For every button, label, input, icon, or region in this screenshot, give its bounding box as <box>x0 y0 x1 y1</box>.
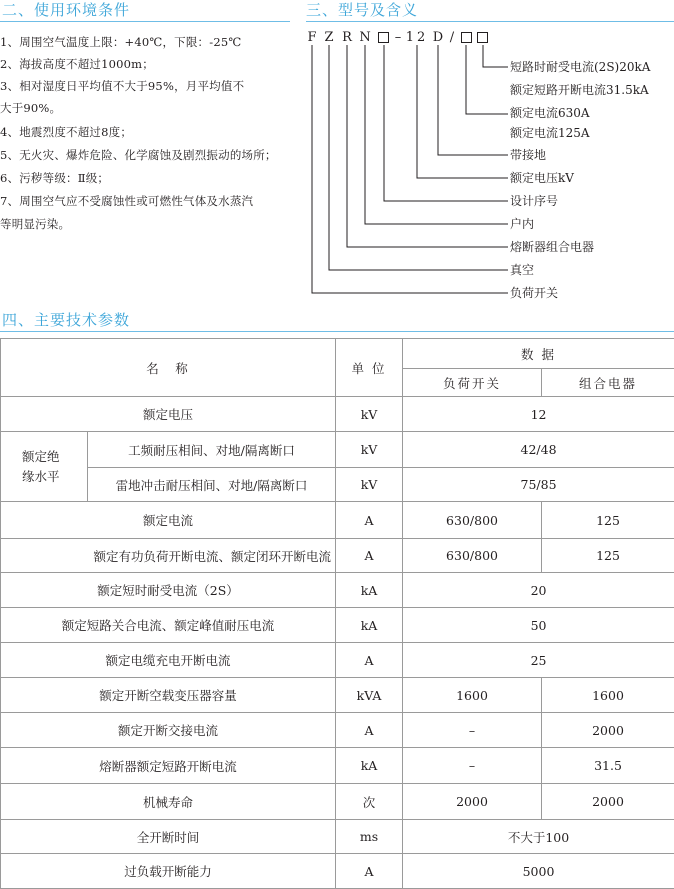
param-unit: kV <box>336 432 403 468</box>
model-code-letter: D <box>432 30 444 46</box>
param-value-combo: 1600 <box>542 678 674 713</box>
table-row <box>1 539 674 573</box>
param-name: 额定短时耐受电流（2S） <box>1 573 336 608</box>
model-code-letter: R <box>341 30 353 46</box>
table-row <box>1 468 674 502</box>
table-row <box>1 820 674 854</box>
legend-line <box>347 45 508 247</box>
legend-line <box>365 45 508 224</box>
param-unit: kA <box>336 573 403 608</box>
param-value-load-switch: 2000 <box>403 784 542 820</box>
section-underline <box>0 331 674 332</box>
model-label: 额定电压kV <box>510 170 574 186</box>
model-label: 负荷开关 <box>510 285 558 301</box>
param-value: 5000 <box>403 854 674 889</box>
table-row <box>1 678 674 713</box>
group-insulation-level <box>1 432 88 502</box>
param-unit: kA <box>336 608 403 643</box>
param-unit: kV <box>336 397 403 432</box>
param-unit: A <box>336 643 403 678</box>
param-value-combo: 125 <box>542 502 674 539</box>
legend-line <box>466 45 508 114</box>
param-name: 过负载开断能力 <box>1 854 336 889</box>
param-value: 12 <box>403 397 674 432</box>
table-row <box>1 748 674 784</box>
model-label: 真空 <box>510 262 534 278</box>
model-code-letter: F <box>306 30 318 46</box>
section-title-model: 三、型号及含义 <box>306 1 418 19</box>
env-line: 4、地震烈度不超过8度； <box>0 124 132 140</box>
param-name: 全开断时间 <box>1 820 336 854</box>
param-name: 熔断器额定短路开断电流 <box>1 748 336 784</box>
legend-line <box>483 45 508 67</box>
param-name: 额定开断交接电流 <box>1 713 336 748</box>
legend-line <box>329 45 508 270</box>
model-label: 额定电流125A <box>510 125 590 141</box>
legend-line <box>312 45 508 293</box>
model-code-voltage: 12 <box>405 30 429 46</box>
table-row <box>1 432 674 468</box>
param-name: 额定短路关合电流、额定峰值耐压电流 <box>1 608 336 643</box>
param-name: 机械寿命 <box>1 784 336 820</box>
model-code-slash: / <box>447 30 457 46</box>
env-line: 等明显污染。 <box>0 216 70 232</box>
param-value-load-switch: 630/800 <box>403 539 542 573</box>
param-value-combo: 2000 <box>542 784 674 820</box>
section-title-parameters: 四、主要技术参数 <box>2 311 130 329</box>
env-line: 3、相对湿度日平均值不大于95%，月平均值不 <box>0 78 244 94</box>
param-unit: A <box>336 854 403 889</box>
param-name: 额定电压 <box>1 397 336 432</box>
table-row <box>1 713 674 748</box>
env-line: 6、污秽等级：Ⅱ级； <box>0 170 109 186</box>
env-line: 7、周围空气应不受腐蚀性或可燃性气体及水蒸汽 <box>0 193 253 209</box>
header-data: 数 据 <box>403 339 674 369</box>
legend-line <box>417 45 508 178</box>
table-row <box>1 502 674 539</box>
header-name: 名 称 <box>1 339 336 397</box>
param-value: 50 <box>403 608 674 643</box>
param-unit: ms <box>336 820 403 854</box>
model-label: 额定电流630A <box>510 105 590 121</box>
param-unit: kA <box>336 748 403 784</box>
env-line: 5、无火灾、爆炸危险、化学腐蚀及剧烈振动的场所； <box>0 147 277 163</box>
table-row <box>1 643 674 678</box>
table-row <box>1 784 674 820</box>
header-unit: 单 位 <box>336 339 403 397</box>
param-value-load-switch: – <box>403 713 542 748</box>
header-load-switch: 负荷开关 <box>403 369 542 397</box>
model-code-dash: – <box>393 30 403 46</box>
param-name: 额定开断空载变压器容量 <box>1 678 336 713</box>
model-code-letter: N <box>359 30 371 46</box>
table-row <box>1 854 674 889</box>
env-line: 2、海拔高度不超过1000m； <box>0 56 154 72</box>
param-value-combo: 2000 <box>542 713 674 748</box>
param-name: 工频耐压相间、对地/隔离断口 <box>88 432 336 468</box>
param-unit: A <box>336 502 403 539</box>
group-label: 额定绝缘水平 <box>22 447 66 487</box>
param-unit: A <box>336 539 403 573</box>
param-name: 额定电流 <box>1 502 336 539</box>
param-unit: A <box>336 713 403 748</box>
model-label: 带接地 <box>510 147 546 163</box>
header-combo: 组合电器 <box>542 369 674 397</box>
param-value: 不大于100 <box>403 820 674 854</box>
model-code-letter: Z <box>323 30 335 46</box>
param-value-load-switch: – <box>403 748 542 784</box>
param-name: 雷地冲击耐压相间、对地/隔离断口 <box>88 468 336 502</box>
table-row <box>1 608 674 643</box>
legend-line <box>438 45 508 155</box>
param-value-load-switch: 1600 <box>403 678 542 713</box>
section-title-environment: 二、使用环境条件 <box>2 1 130 19</box>
param-unit: kVA <box>336 678 403 713</box>
model-label: 熔断器组合电器 <box>510 239 594 255</box>
param-value: 25 <box>403 643 674 678</box>
param-unit: kV <box>336 468 403 502</box>
param-name: 额定电缆充电开断电流 <box>1 643 336 678</box>
model-label: 额定短路开断电流31.5kA <box>510 82 649 98</box>
param-value-load-switch: 630/800 <box>403 502 542 539</box>
param-value: 75/85 <box>403 468 674 502</box>
param-name: 额定有功负荷开断电流、额定闭环开断电流 <box>1 539 336 573</box>
env-line: 大于90%。 <box>0 100 61 116</box>
env-line: 1、周围空气温度上限：+40℃，下限：-25℃ <box>0 34 241 50</box>
parameters-table <box>0 338 674 889</box>
model-label: 户内 <box>510 216 534 232</box>
param-value: 42/48 <box>403 432 674 468</box>
table-row <box>1 397 674 432</box>
model-label: 短路时耐受电流(2S)20kA <box>510 59 650 75</box>
model-label: 设计序号 <box>510 193 558 209</box>
param-value: 20 <box>403 573 674 608</box>
param-value-combo: 125 <box>542 539 674 573</box>
param-unit: 次 <box>336 784 403 820</box>
model-legend-lines <box>0 0 674 310</box>
table-row <box>1 573 674 608</box>
param-value-combo: 31.5 <box>542 748 674 784</box>
